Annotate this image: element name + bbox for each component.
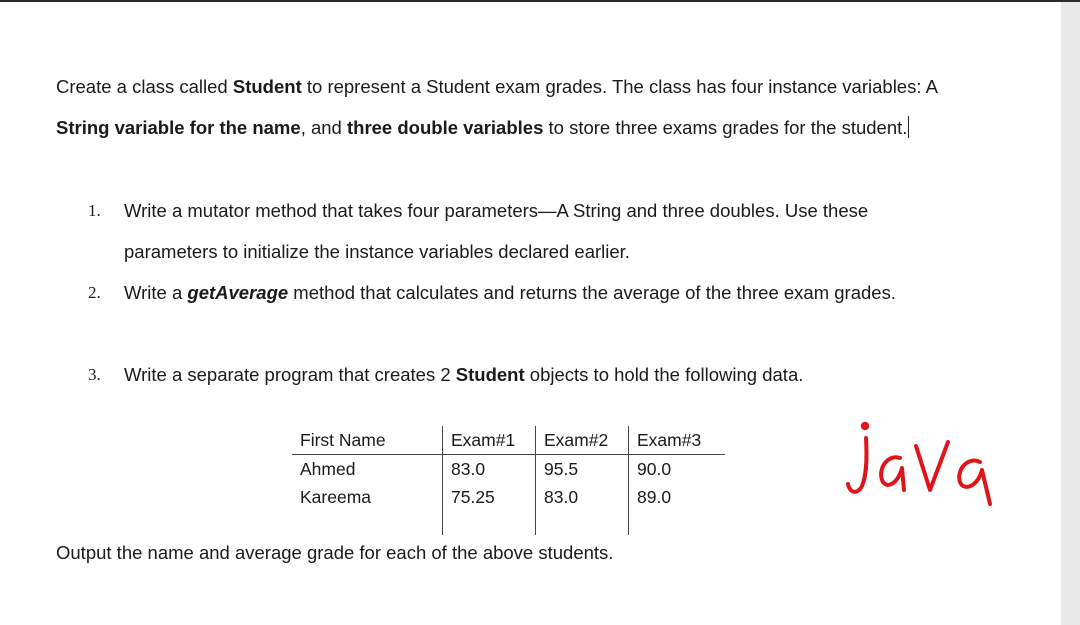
intro-text: , and [300,117,347,138]
column-header-exam2: Exam#2 [536,426,629,455]
grades-table [292,426,725,535]
column-header-first-name: First Name [292,426,443,455]
list-number: 2. [88,283,101,302]
list-item-text-part: Write a separate program that creates 2 [124,364,456,385]
list-item-text [124,354,924,395]
a-stroke [881,457,904,490]
table-header-row [292,426,725,455]
table-cell-name: Ahmed [300,458,356,479]
table-cell-exam2: 95.5 [536,455,629,484]
vertical-scrollbar[interactable] [1061,2,1080,625]
list-item-text-part: method that calculates and returns the average of the three exam grades. [288,282,896,303]
string-variable-bold: String variable for the name [56,117,301,138]
table-cell-exam3: 90.0 [637,458,672,479]
text-cursor [908,116,909,138]
list-item-text: Write a mutator method that takes four parameters—A String and three doubles. Use these parameters to initialize the instance variables declared earlier. [124,200,869,262]
class-name-bold: Student [232,76,302,97]
table-cell-exam2: 83.0 [536,483,629,511]
table-cell-exam1: 75.25 [443,483,536,511]
v-stroke [916,442,948,490]
j-stroke [848,438,867,492]
list-item-text-part: Write a [124,282,188,303]
intro-text: Create a class called [56,76,233,97]
list-number: 1. [88,201,101,220]
double-variables-bold: three double variables [346,117,544,138]
list-item-text-part: objects to hold the following data. [524,364,804,385]
method-name-italic: getAverage [187,282,289,303]
intro-text: to store three exams grades for the student. [543,117,908,138]
intro-text: to represent a Student exam grades. The class has four instance variables: A [301,76,937,97]
table-cell-exam1: 83.0 [443,455,536,484]
list-item-text [124,272,924,313]
column-header-exam3: Exam#3 [629,426,726,455]
table-cell-empty [629,511,726,535]
handwritten-java-annotation [840,418,1010,518]
student-bold: Student [455,364,525,385]
a2-stroke [959,461,990,504]
list-number: 3. [88,365,101,384]
column-header-exam1: Exam#1 [443,426,536,455]
output-instruction: Output the name and average grade for each of the above students. [56,542,614,563]
intro-paragraph [56,66,956,148]
table-cell-exam3: 89.0 [637,486,672,507]
table-row [292,455,725,484]
table-cell-name: Kareema [300,486,372,507]
j-dot-stroke [863,424,867,428]
table-row [292,483,725,511]
